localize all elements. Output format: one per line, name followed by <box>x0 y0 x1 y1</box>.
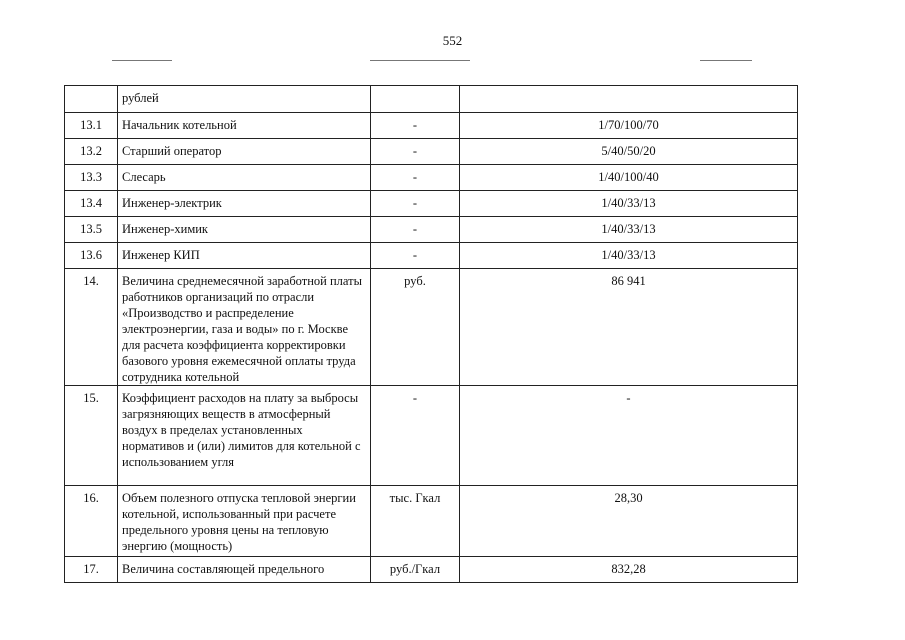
row-name: Коэффициент расходов на плату за выбросы загрязняющих веществ в атмосферный воздух в пределах установленных нормативов и (или) лимитов для котельной с использованием угля <box>118 386 371 486</box>
row-number: 13.2 <box>65 139 118 165</box>
table-row <box>65 557 798 583</box>
row-number: 13.4 <box>65 191 118 217</box>
row-name: Величина среднемесячной заработной платы работников организаций по отрасли «Производство и распределение электроэнергии, газа и воды» по г. Москве для расчета коэффициента корректировки базового уровня ежемесячной оплаты труда сотрудника котельной <box>118 269 371 386</box>
row-name: Объем полезного отпуска тепловой энергии котельной, использованный при расчете предельного уровня цены на тепловую энергию (мощность) <box>118 486 371 557</box>
row-name: рублей <box>118 86 371 113</box>
table-row <box>65 269 798 386</box>
row-number: 13.3 <box>65 165 118 191</box>
row-unit: - <box>371 113 460 139</box>
row-value: 28,30 <box>460 486 798 557</box>
row-name: Старший оператор <box>118 139 371 165</box>
row-number: 17. <box>65 557 118 583</box>
row-value: 1/40/33/13 <box>460 243 798 269</box>
row-unit: - <box>371 243 460 269</box>
row-value <box>460 86 798 113</box>
row-number: 16. <box>65 486 118 557</box>
row-value: 832,28 <box>460 557 798 583</box>
row-number: 13.5 <box>65 217 118 243</box>
row-unit <box>371 86 460 113</box>
row-number: 13.1 <box>65 113 118 139</box>
row-unit: руб. <box>371 269 460 386</box>
table-row <box>65 165 798 191</box>
row-name: Слесарь <box>118 165 371 191</box>
row-unit: - <box>371 165 460 191</box>
table-row <box>65 86 798 113</box>
table-row <box>65 217 798 243</box>
row-unit: - <box>371 386 460 486</box>
row-value: 86 941 <box>460 269 798 386</box>
table-row <box>65 139 798 165</box>
row-name: Величина составляющей предельного <box>118 557 371 583</box>
row-name: Инженер-электрик <box>118 191 371 217</box>
row-name: Начальник котельной <box>118 113 371 139</box>
table-row <box>65 191 798 217</box>
table-row <box>65 243 798 269</box>
row-name: Инженер-химик <box>118 217 371 243</box>
data-table <box>64 85 798 583</box>
row-value: - <box>460 386 798 486</box>
row-unit: - <box>371 217 460 243</box>
table-row <box>65 486 798 557</box>
row-number <box>65 86 118 113</box>
row-number: 15. <box>65 386 118 486</box>
row-unit: руб./Гкал <box>371 557 460 583</box>
row-unit: - <box>371 191 460 217</box>
row-unit: - <box>371 139 460 165</box>
scan-mark <box>112 60 172 61</box>
row-value: 1/40/100/40 <box>460 165 798 191</box>
row-number: 14. <box>65 269 118 386</box>
page-number: 552 <box>442 33 463 48</box>
row-unit: тыс. Гкал <box>371 486 460 557</box>
scan-mark <box>370 60 470 61</box>
row-name: Инженер КИП <box>118 243 371 269</box>
row-value: 1/40/33/13 <box>460 191 798 217</box>
row-value: 1/40/33/13 <box>460 217 798 243</box>
table-row <box>65 386 798 486</box>
table-row <box>65 113 798 139</box>
scan-mark <box>700 60 752 61</box>
row-value: 5/40/50/20 <box>460 139 798 165</box>
row-number: 13.6 <box>65 243 118 269</box>
row-value: 1/70/100/70 <box>460 113 798 139</box>
